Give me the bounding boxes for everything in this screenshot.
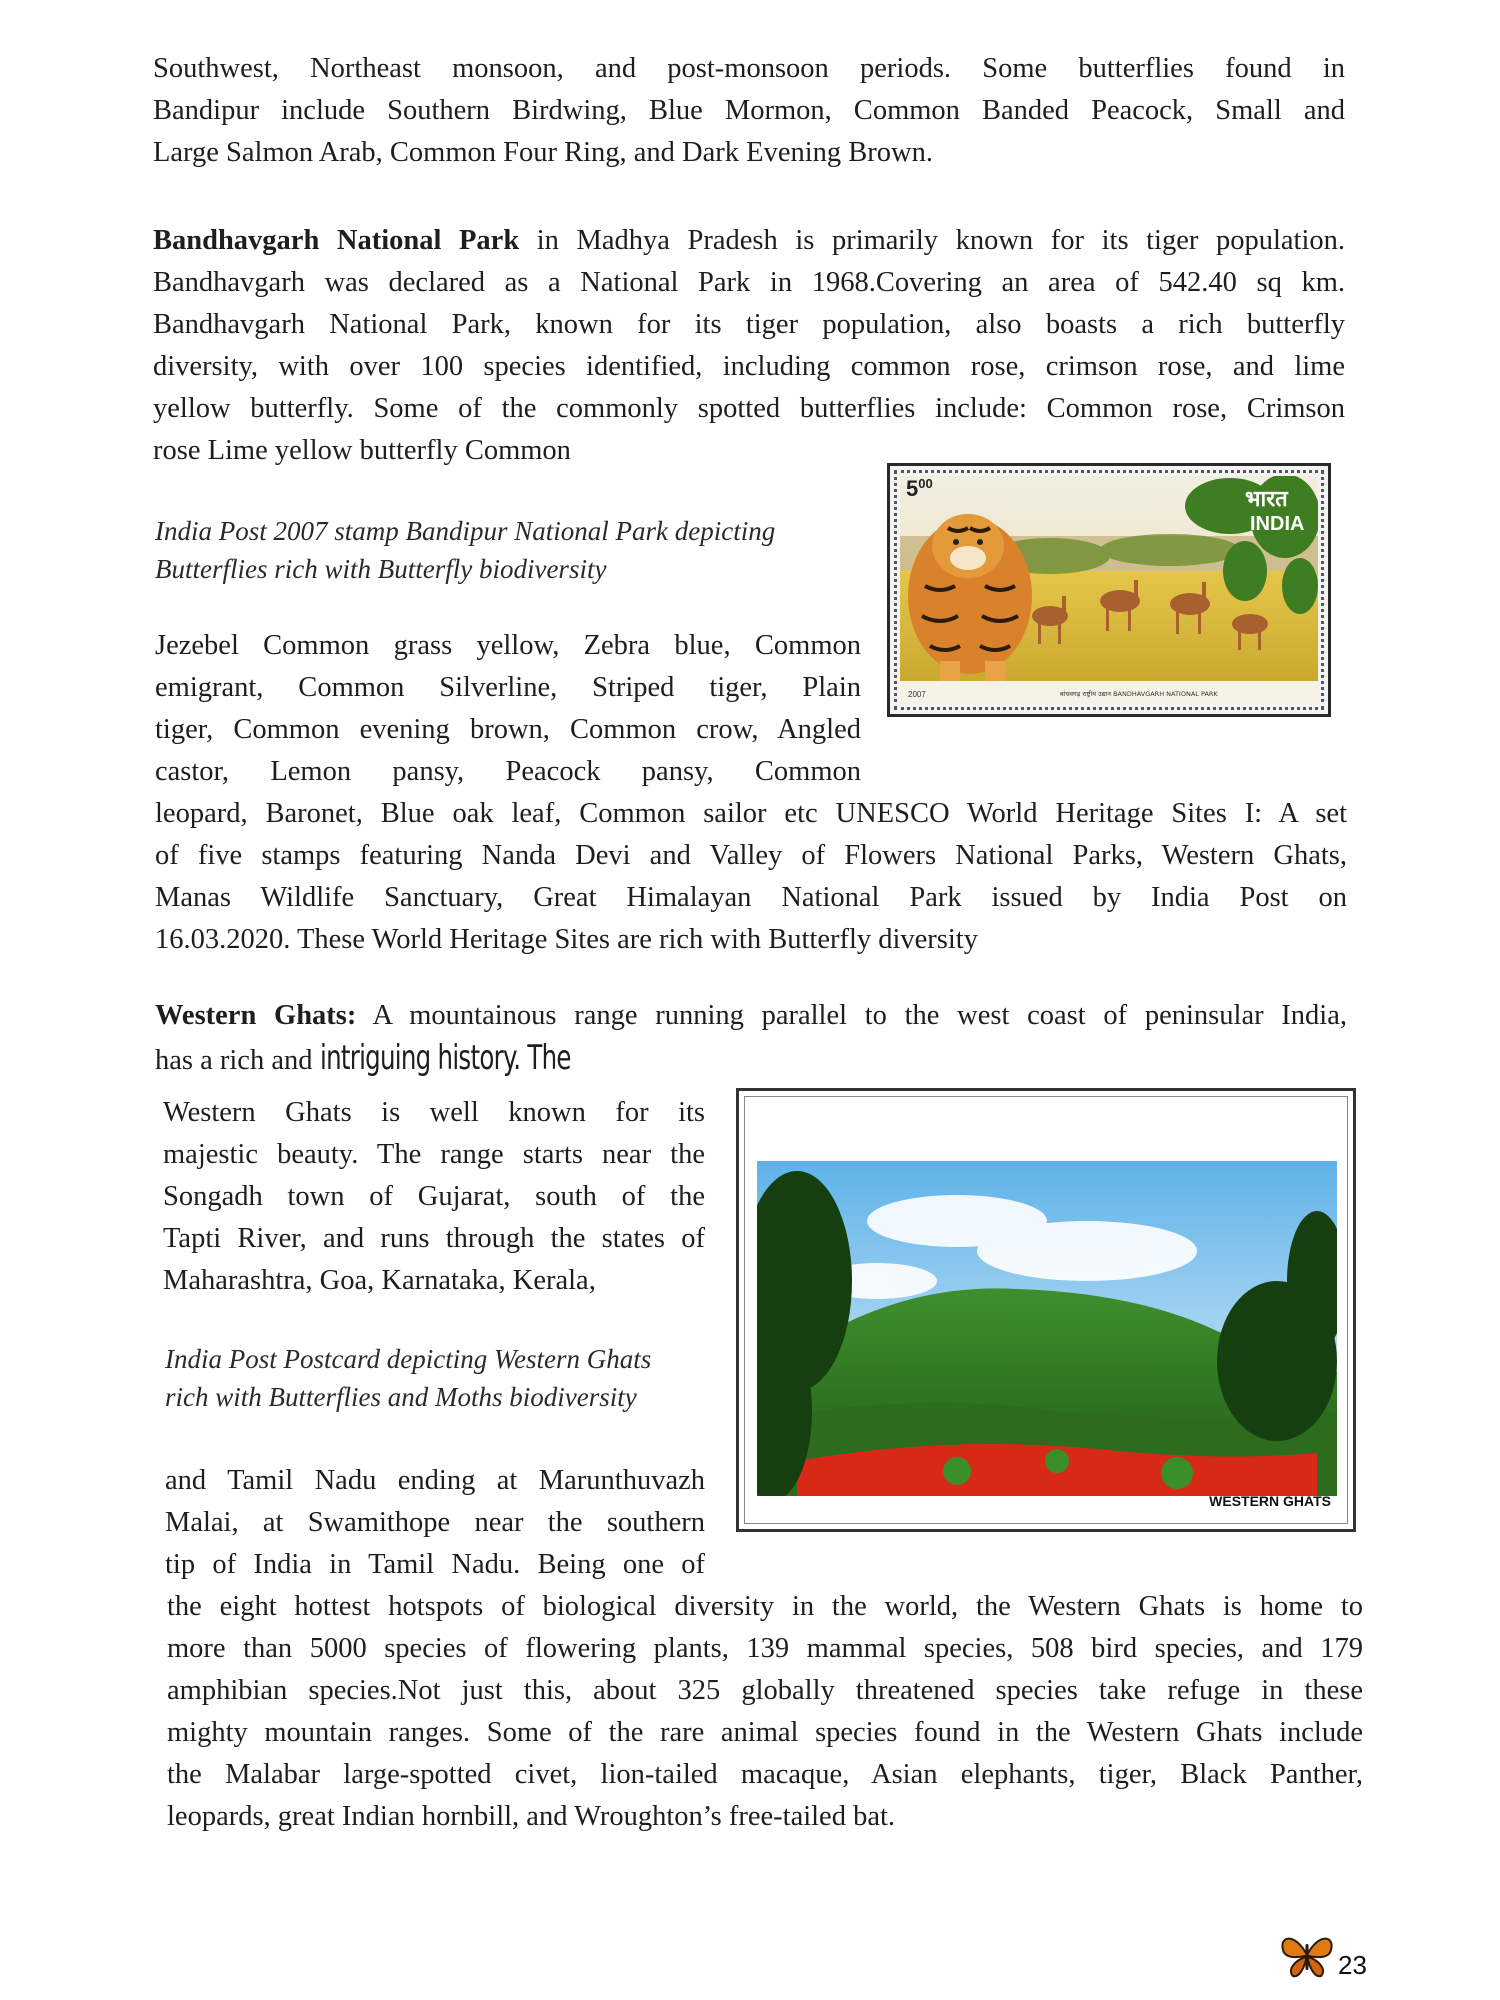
text-line: tiger, Common evening brown, Common crow, Angled (155, 714, 861, 745)
text-line: Bandipur include Southern Birdwing, Blue Mormon, Common Banded Peacock, Small and (153, 95, 1345, 126)
paragraph-unesco (155, 793, 1347, 961)
text-line: Malai, at Swamithope near the southern (165, 1507, 705, 1538)
text-line: Southwest, Northeast monsoon, and post-monsoon periods. Some butterflies found in (153, 53, 1345, 84)
text-line: of five stamps featuring Nanda Devi and Valley of Flowers National Parks, Western Ghats, (155, 840, 1347, 871)
postcard-caption (165, 1340, 725, 1416)
stamp-value: $5^{00}$ (906, 476, 933, 501)
text-line: castor, Lemon pansy, Peacock pansy, Common (155, 756, 861, 787)
handwritten-text: intriguing history. The (319, 1038, 571, 1078)
text-line: more than 5000 species of flowering plants, 139 mammal species, 508 bird species, and 179 (167, 1633, 1363, 1664)
caption-line: India Post Postcard depicting Western Ghats (165, 1344, 652, 1374)
text-line: diversity, with over 100 species identified, including common rose, crimson rose, and lime (153, 351, 1345, 382)
paragraph-western-ghats (155, 995, 1347, 1082)
text-line: Western Ghats is well known for its (163, 1097, 705, 1128)
text-line: majestic beauty. The range starts near the (163, 1139, 705, 1170)
butterfly-icon (1277, 1930, 1337, 1980)
page-number: 23 (1338, 1950, 1367, 1980)
text-line: leopards, great Indian hornbill, and Wroughton’s free-tailed bat. (167, 1801, 896, 1832)
heading-western-ghats: Western Ghats: (155, 1000, 357, 1031)
stamp-country: INDIA (1250, 513, 1305, 535)
stamp-bottom-text: बांधवगढ़ राष्ट्रीय उद्यान BANDHAVGARH NATIONAL PARK (1060, 690, 1218, 698)
text-line: rose Lime yellow butterfly Common (153, 435, 571, 466)
text-line: leopard, Baronet, Blue oak leaf, Common sailor etc UNESCO World Heritage Sites I: A set (155, 798, 1347, 829)
text-line: Manas Wildlife Sanctuary, Great Himalayan National Park issued by India Post on (155, 882, 1347, 913)
text-line: mighty mountain ranges. Some of the rare animal species found in the Western Ghats include (167, 1717, 1363, 1748)
text-line: the Malabar large-spotted civet, lion-tailed macaque, Asian elephants, tiger, Black Panther, (167, 1759, 1363, 1790)
stamp-artwork (900, 476, 1318, 704)
text-line: the eight hottest hotspots of biological diversity in the world, the Western Ghats is home to (167, 1591, 1363, 1622)
western-ghats-landscape (757, 1161, 1337, 1496)
text-line: Bandhavgarh was declared as a National Park in 1968.Covering an area of 542.40 sq km. (153, 267, 1345, 298)
stamp-year: 2007 (908, 690, 926, 699)
tiger-stamp-image (887, 463, 1331, 717)
text-line: yellow butterfly. Some of the commonly spotted butterflies include: Common rose, Crimson (153, 393, 1345, 424)
paragraph-western-ghats-wrap2 (165, 1460, 705, 1586)
paragraph-western-ghats-wrap (163, 1092, 705, 1302)
postcard-label: WESTERN GHATS (1209, 1493, 1331, 1509)
text-line (153, 220, 1345, 262)
text-line: Maharashtra, Goa, Karnataka, Kerala, (163, 1265, 596, 1296)
text-run: in Madhya Pradesh is primarily known for its tiger population. (519, 225, 1345, 256)
text-line: Large Salmon Arab, Common Four Ring, and Dark Evening Brown. (153, 137, 933, 168)
paragraph-monsoon (153, 48, 1345, 174)
text-line: amphibian species.Not just this, about 325 globally threatened species take refuge in these (167, 1675, 1363, 1706)
text-line: Jezebel Common grass yellow, Zebra blue, Common (155, 630, 861, 661)
text-line: emigrant, Common Silverline, Striped tiger, Plain (155, 672, 861, 703)
stamp-caption (155, 512, 855, 588)
text-run: has a rich and (155, 1045, 320, 1076)
text-line: Songadh town of Gujarat, south of the (163, 1181, 705, 1212)
text-line (155, 1037, 1347, 1082)
text-line: 16.03.2020. These World Heritage Sites are rich with Butterfly diversity (155, 924, 978, 955)
caption-line: Butterflies rich with Butterfly biodiversity (155, 554, 607, 584)
western-ghats-postcard-image (736, 1088, 1356, 1532)
text-line: Tapti River, and runs through the states of (163, 1223, 705, 1254)
text-line: and Tamil Nadu ending at Marunthuvazh (165, 1465, 705, 1496)
paragraph-bandhavgarh (153, 220, 1345, 472)
text-run: A mountainous range running parallel to the west coast of peninsular India, (356, 1000, 1347, 1031)
heading-bandhavgarh: Bandhavgarh National Park (153, 225, 520, 256)
text-line: tip of India in Tamil Nadu. Being one of (165, 1549, 705, 1580)
caption-line: rich with Butterflies and Moths biodiversity (165, 1382, 637, 1412)
stamp-country-hindi: भारत (1245, 487, 1288, 512)
text-line (155, 995, 1347, 1037)
paragraph-western-ghats-biodiversity (167, 1586, 1363, 1838)
paragraph-butterfly-list (155, 625, 861, 793)
caption-line: India Post 2007 stamp Bandipur National Park depicting (155, 516, 776, 546)
text-line: Bandhavgarh National Park, known for its tiger population, also boasts a rich butterfly (153, 309, 1345, 340)
